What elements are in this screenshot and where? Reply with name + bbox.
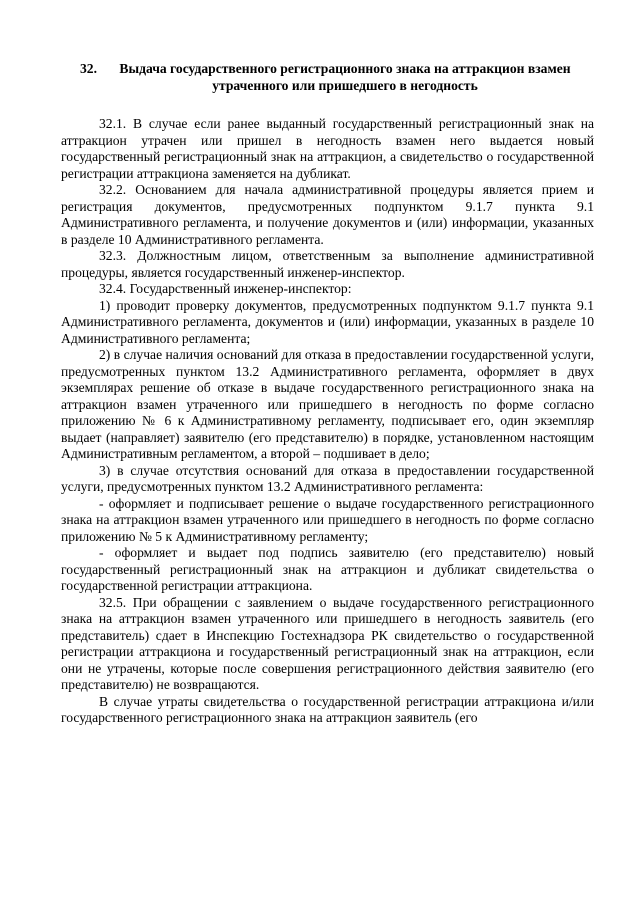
section-heading xyxy=(61,60,594,94)
paragraph-32-3: 32.3. Должностным лицом, ответственным за выполнение административной процедуры, является государственный инженер-инспектор. xyxy=(61,248,594,280)
list-item-2: 2) в случае наличия оснований для отказа в предоставлении государственной услуги, предусмотренных пунктом 13.2 Административного регламента, оформляет в двух экземплярах решение об отказе в выдаче государственного регистрационного знака на аттракцион взамен утраченного или пришедшего в негодность по форме согласно приложению № 6 к Административному регламенту, подписывает его, один экземпляр выдает (направляет) заявителю (его представителю) в порядке, установленном настоящим Административным регламентом, а второй – подшивает в дело; xyxy=(61,347,594,461)
sub-item-decision: - оформляет и подписывает решение о выдаче государственного регистрационного знака на аттракцион взамен утраченного или пришедшего в негодность по форме согласно приложению № 5 к Административному регламенту; xyxy=(61,495,594,544)
document-page xyxy=(61,60,594,727)
sub-item-issue: - оформляет и выдает под подпись заявителю (его представителю) новый государственный регистрационный знак на аттракцион и дубликат свидетельства о государственной регистрации аттракциона. xyxy=(61,545,594,593)
paragraph-32-1: 32.1. В случае если ранее выданный государственный регистрационный знак на аттракцион утрачен или пришел в негодность взамен него выдается новый государственный регистрационный знак на аттракцион, а свидетельство о государственной регистрации аттракциона заменяется на дубликат. xyxy=(61,116,594,181)
paragraph-32-5: 32.5. При обращении с заявлением о выдаче государственного регистрационного знака на аттракцион взамен утраченного или пришедшего в негодность заявитель (его представитель) сдает в Инспекцию Гостехнадзора РК свидетельство о государственной регистрации аттракциона и государственный регистрационный знак на аттракцион, если они не утрачены, которые после совершения регистрационного действия заявителю (его представителю) не возвращаются. xyxy=(61,594,594,692)
section-title: Выдача государственного регистрационного знака на аттракцион взамен утраченного или пришедшего в негодность xyxy=(119,61,571,93)
paragraph-32-4: 32.4. Государственный инженер-инспектор: xyxy=(99,281,352,296)
list-item-3: 3) в случае отсутствия оснований для отказа в предоставлении государственной услуги, предусмотренных пунктом 13.2 Административного регламента: xyxy=(61,462,594,494)
paragraph-loss-case: В случае утраты свидетельства о государственной регистрации аттракциона и/или государственного регистрационного знака на аттракцион заявитель (его xyxy=(61,693,594,725)
section-number: 32. xyxy=(80,61,97,76)
paragraph-32-2: 32.2. Основанием для начала административной процедуры является прием и регистрация документов, предусмотренных подпунктом 9.1.7 пункта 9.1 Административного регламента, и получение документов и (или) информации, указанных в разделе 10 Административного регламента. xyxy=(61,182,594,247)
list-item-1: 1) проводит проверку документов, предусмотренных подпунктом 9.1.7 пункта 9.1 Административного регламента, документов и (или) информации, указанных в разделе 10 Административного регламента; xyxy=(61,297,594,346)
